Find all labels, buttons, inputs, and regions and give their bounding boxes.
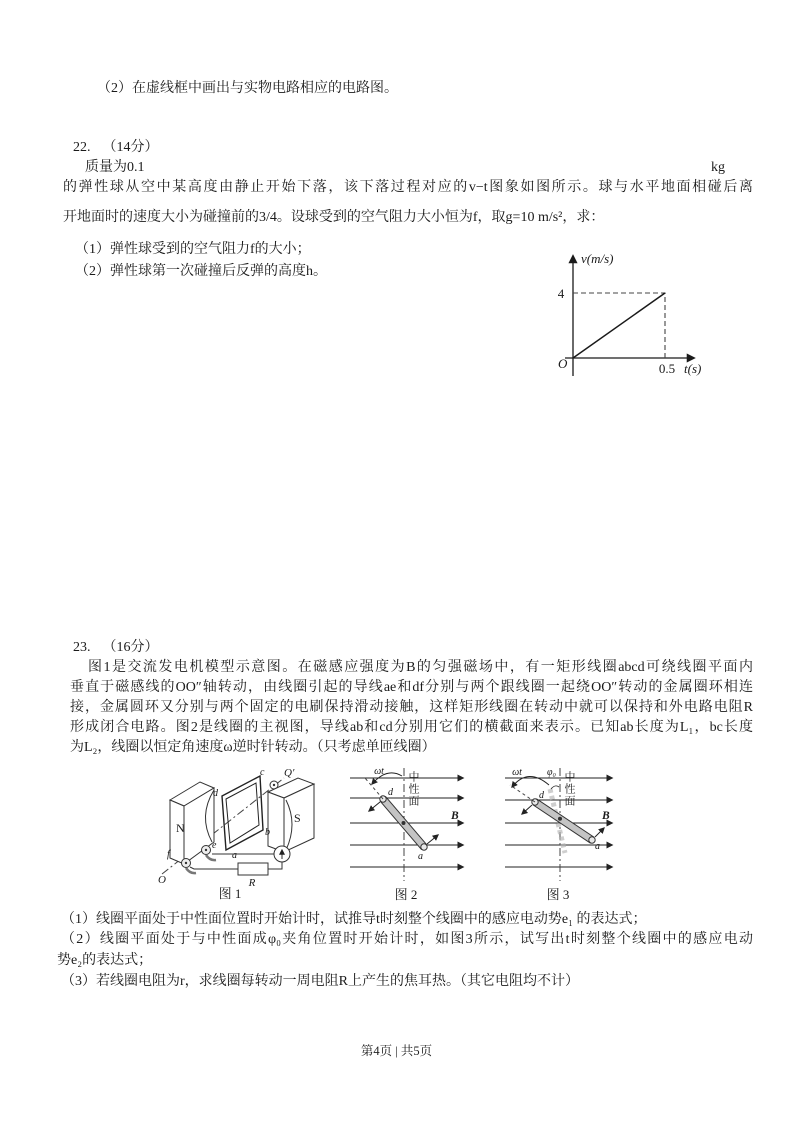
q21-item2-text: （2）在虚线框中画出与实物电路相应的电路图。 <box>97 81 398 96</box>
q23-points: （16分） <box>102 640 159 655</box>
q23-para-line3: 接，金属圆环又分别与两个固定的电刷保持滑动接触，这样矩形线圈在转动中就可以保持和外电路电阻R <box>70 700 753 715</box>
fig1-resistor-box <box>238 863 268 875</box>
fig1-resistor-label: R <box>248 877 256 889</box>
fig3-caption: 图 3 <box>546 887 570 902</box>
fig1-coil <box>213 767 270 861</box>
fig1-corner-a: a <box>232 850 237 861</box>
q23-sub2-line2: 势e₂的表达式； <box>57 953 153 968</box>
fig1-corner-d: d <box>213 788 218 799</box>
q23-para-line1: 图1是交流发电机模型示意图。在磁感应强度为B的匀强磁场中，有一矩形线圈abcd可绕线圈平面内 <box>88 660 753 675</box>
vt-ytick-4: 4 <box>557 286 565 301</box>
fig3-d-label: d <box>539 790 544 801</box>
fig1-n-label: N <box>176 821 185 835</box>
fig1-corner-c: c <box>260 767 265 778</box>
q22-mass-line <box>85 158 725 178</box>
q23-number: 23. <box>73 640 91 655</box>
q22-paragraph-line2: 开地面时的速度大小为碰撞前的3/4。设球受到的空气阻力大小恒为f，取g=10 m/s²，求： <box>63 210 605 225</box>
fig1-axis-o-label: O <box>158 874 166 886</box>
fig3-b-field-label: B <box>602 810 610 822</box>
vt-origin-label: O <box>558 356 568 371</box>
fig3-velocity-arrow-d <box>522 805 532 814</box>
q22-number: 22. <box>73 140 91 155</box>
fig1-ring-f-label: f <box>167 849 170 860</box>
fig3-phi0-label: φ₀ <box>547 767 557 778</box>
q23-para-line4: 形成闭合电路。图2是线圈的主视图，导线ab和cd分别用它们的横截面来表示。已知ab长度为L₁，bc长度 <box>70 720 753 735</box>
fig2-a-label: a <box>418 851 423 862</box>
page-footer: 第4页 | 共5页 <box>360 1044 433 1058</box>
q23-sub1: （1）线圈平面处于中性面位置时开始计时，试推导t时刻整个线圈中的感应电动势e₁ 的表达式； <box>61 912 647 927</box>
vt-ylabel: v(m/s) <box>581 251 614 266</box>
vt-xlabel: t(s) <box>684 361 702 376</box>
fig2-omega-t-label: ωt <box>374 766 384 777</box>
q22-paragraph-line1: 的弹性球从空中某高度由静止开始下落，该下落过程对应的v−t图象如图所示。球与水平地面相碰后离 <box>63 180 753 195</box>
vt-graph <box>548 246 713 381</box>
q22-item1: （1）弹性球受到的空气阻力f的大小； <box>75 242 311 257</box>
fig2-velocity-arrow-d <box>369 802 380 811</box>
q23-sub3: （3）若线圈电阻为r，求线圈每转动一周电阻R上产生的焦耳热。（其它电阻均不计） <box>61 974 579 989</box>
fig3-field-lines <box>505 778 612 867</box>
figure3-coil-angle-view <box>492 765 626 905</box>
q23-para-line5: 为L₂，线圈以恒定角速度ω逆时针转动。（只考虑单匝线圈） <box>70 740 436 755</box>
fig3-velocity-arrow-a <box>595 828 604 837</box>
q23-sub2-line1: （2）线圈平面处于与中性面成φ₀夹角位置时开始计时，如图3所示，试写出t时刻整个线圈中的感应电动 <box>61 932 753 947</box>
q22-mass-unit: kg <box>711 160 725 175</box>
fig2-caption: 图 2 <box>394 887 418 902</box>
q22-mass-left: 质量为0.1 <box>85 160 145 175</box>
q22-points: （14分） <box>102 140 159 155</box>
q23-header <box>73 638 159 658</box>
fig3-omega-t-label: ωt <box>512 767 522 778</box>
fig2-b-field-label: B <box>451 810 459 822</box>
fig1-corner-b: b <box>265 827 270 838</box>
vt-data-line <box>573 293 665 358</box>
fig1-s-label: S <box>294 811 301 825</box>
fig1-axis-q-label: Q′ <box>284 767 295 779</box>
fig2-d-label: d <box>388 787 393 798</box>
q22-header <box>73 138 159 158</box>
fig1-ring-e-label: e <box>212 840 217 851</box>
fig2-neutral-plane-label: 中性面 <box>407 771 419 807</box>
figure1-generator-diagram <box>156 766 334 904</box>
fig1-s-magnet <box>268 778 314 852</box>
q23-para-line2: 垂直于磁感线的OO″轴转动，由线圈引起的导线ae和df分别与两个跟线圈一起绕OO″转动的金属圈环相连 <box>70 680 753 695</box>
vt-xtick-05: 0.5 <box>658 361 676 376</box>
q22-item2: （2）弹性球第一次碰撞后反弹的高度h。 <box>75 264 327 279</box>
fig3-a-label: a <box>595 841 600 852</box>
fig3-neutral-plane-label: 中性面 <box>563 771 575 807</box>
fig1-caption: 图 1 <box>218 886 242 901</box>
fig2-velocity-arrow-a <box>427 835 438 844</box>
